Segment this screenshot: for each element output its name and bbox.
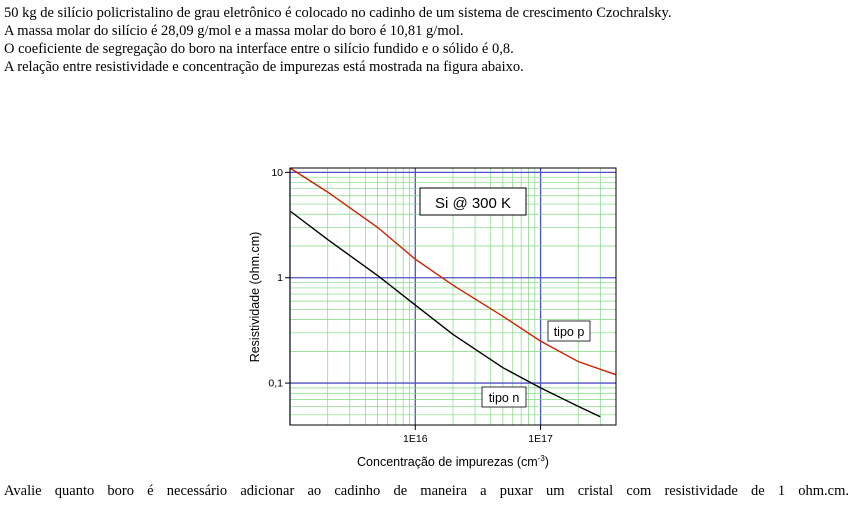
resistivity-chart [240, 160, 620, 480]
y-tick-label: 10 [271, 166, 283, 179]
chart-title: Si @ 300 K [434, 195, 512, 212]
series-line-tipo-n [290, 211, 600, 417]
y-axis-label: Resistividade (ohm.cm) [248, 231, 262, 363]
x-axis-label: Concentração de impurezas $(cm^{-3})$ [357, 454, 549, 469]
y-tick-label: 0,1 [268, 377, 283, 390]
title-box [420, 188, 526, 215]
y-tick-label: 1 [277, 272, 283, 285]
series-label-tipo-p: tipo p [553, 325, 585, 339]
intro-line-3: O coeficiente de segregação do boro na interface entre o silício fundido e o sólido é 0,8. [4, 41, 514, 57]
intro-text [4, 4, 671, 76]
intro-line-1: 50 kg de silício policristalino de grau eletrônico é colocado no cadinho de um sistema de crescimento Czochralsky. [4, 5, 672, 21]
intro-line-2: A massa molar do silício é 28,09 g/mol e a massa molar do boro é 10,81 g/mol. [4, 23, 464, 39]
label-tipo-p [548, 321, 590, 341]
series-label-tipo-n: tipo n [488, 391, 520, 405]
x-tick-label: 1E16 [403, 433, 428, 445]
question-text: Avalie quanto boro é necessário adicionar ao cadinho de maneira a puxar um cristal com resistividade de 1 ohm.cm. [4, 483, 849, 499]
label-tipo-n [482, 387, 526, 407]
intro-line-4: A relação entre resistividade e concentração de impurezas está mostrada na figura abaixo. [4, 59, 524, 75]
x-tick-label: 1E17 [528, 433, 553, 445]
